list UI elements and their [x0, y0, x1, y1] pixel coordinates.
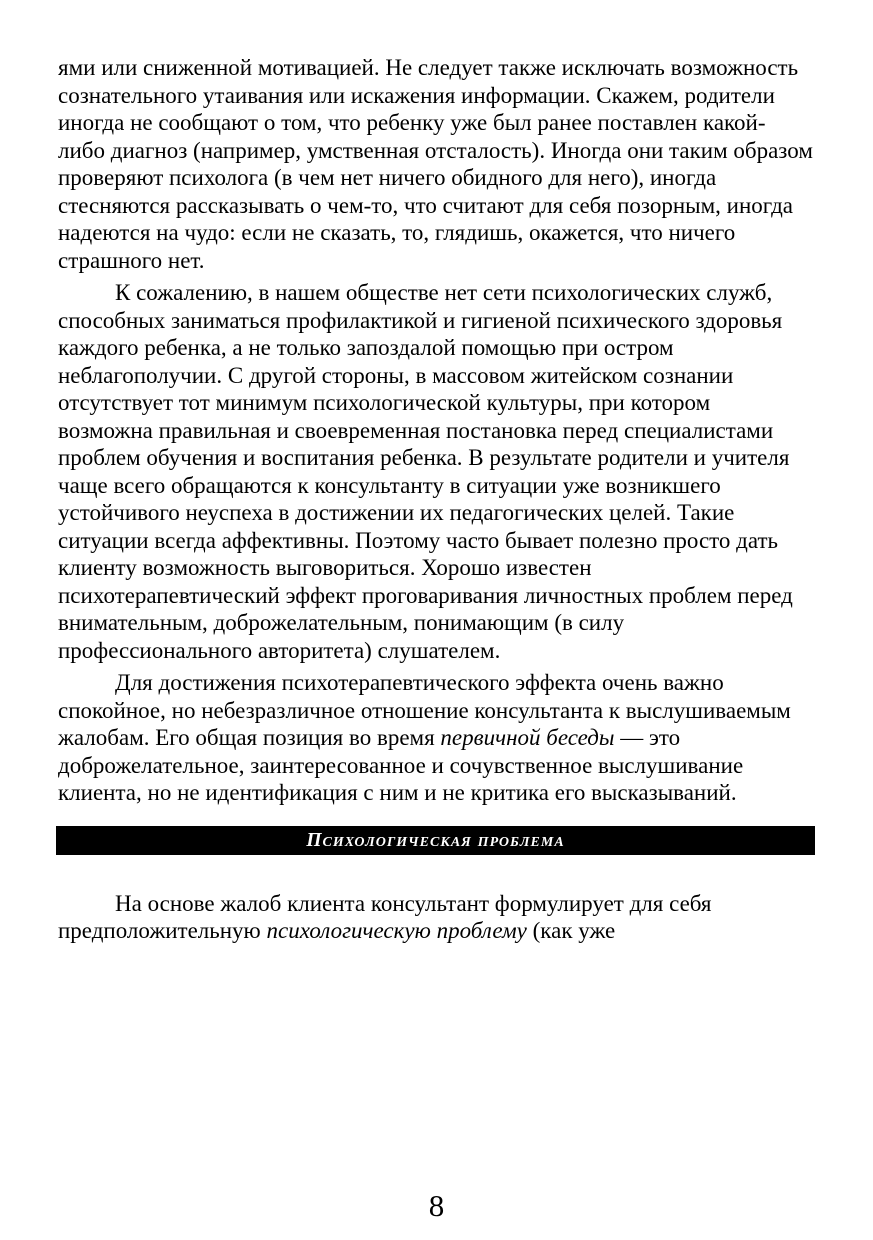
text-segment: клиента, но не идентификация с ним и не критика его высказываний. — [58, 780, 737, 805]
text-segment: психотерапевтический эффект проговаривания личностных проблем перед — [58, 582, 793, 608]
text-segment: спокойное, но небезразличное отношение консультанта к выслушиваемым — [58, 697, 791, 723]
text-line — [58, 669, 818, 697]
text-segment: внимательным, доброжелательным, понимающим (в силу — [58, 610, 625, 635]
text-line — [58, 752, 818, 780]
section-header-bar — [56, 826, 815, 855]
text-line — [58, 334, 818, 362]
text-line — [58, 82, 818, 110]
text-segment: отсутствует тот минимум психологической культуры, при котором — [58, 390, 711, 415]
text-segment: проверяют психолога (в чем нет ничего обидного для него), иногда — [58, 165, 717, 190]
text-line — [58, 362, 818, 390]
text-line — [58, 279, 818, 307]
text-block-before-header — [58, 54, 818, 807]
text-line — [58, 54, 818, 82]
text-segment: — это — [614, 725, 681, 750]
italic-phrase: первичной беседы — [440, 725, 615, 750]
text-segment: каждого ребенка, а не только запоздалой помощью при остром — [58, 335, 674, 360]
paragraph — [58, 890, 818, 945]
text-line — [58, 472, 818, 500]
text-line — [58, 582, 818, 610]
text-segment: ями или сниженной мотивацией. Не следует также исключать возможность — [58, 55, 799, 80]
text-segment: доброжелательное, заинтересованное и сочувственное выслушивание — [58, 752, 744, 778]
text-line — [58, 417, 818, 445]
text-segment: На основе жалоб клиента консультант формулирует для себя — [115, 890, 712, 916]
text-line — [58, 779, 818, 807]
text-line — [58, 554, 818, 582]
paragraph — [58, 279, 818, 664]
text-line — [58, 164, 818, 192]
text-segment: способных заниматься профилактикой и гигиеной психического здоровья — [58, 307, 783, 333]
paragraph — [58, 669, 818, 807]
content-area — [58, 54, 818, 950]
text-segment: предположительную — [58, 918, 267, 943]
text-segment: либо диагноз (например, умственная отсталость). Иногда они таким образом — [58, 137, 813, 163]
text-segment: иногда не сообщают о том, что ребенку уже был ранее поставлен какой- — [58, 110, 766, 135]
text-line — [58, 890, 818, 918]
text-line — [58, 219, 818, 247]
page-number: 8 — [428, 1188, 445, 1223]
text-segment: надеются на чудо: если не сказать, то, глядишь, окажется, что ничего — [58, 220, 736, 245]
italic-phrase: психологическую проблему — [266, 918, 527, 943]
text-line — [58, 192, 818, 220]
text-segment: (как уже — [526, 918, 616, 943]
text-segment: возможна правильная и своевременная постановка перед специалистами — [58, 417, 774, 443]
text-segment: неблагополучии. С другой стороны, в массовом житейском сознании — [58, 362, 734, 388]
text-line — [58, 389, 818, 417]
text-line — [58, 917, 818, 945]
text-segment: чаще всего обращаются к консультанту в ситуации уже возникшего — [58, 472, 721, 498]
section-header-label: Психологическая проблема — [306, 829, 565, 851]
text-line — [58, 109, 818, 137]
text-segment: проблем обучения и воспитания ребенка. В результате родители и учителя — [58, 445, 790, 470]
text-line — [58, 527, 818, 555]
text-line — [58, 724, 818, 752]
text-line — [58, 444, 818, 472]
text-segment: клиенту возможность выговориться. Хорошо известен — [58, 555, 592, 580]
text-segment: стесняются рассказывать о чем-то, что считают для себя позорным, иногда — [58, 192, 794, 218]
text-segment: К сожалению, в нашем обществе нет сети психологических служб, — [115, 280, 773, 305]
text-segment: жалобам. Его общая позиция во время — [58, 725, 441, 750]
text-segment: сознательного утаивания или искажения информации. Скажем, родители — [58, 82, 775, 108]
text-segment: Для достижения психотерапевтического эффекта очень важно — [115, 670, 724, 695]
text-line — [58, 609, 818, 637]
text-line — [58, 247, 818, 275]
text-line — [58, 499, 818, 527]
text-segment: профессионального авторитета) слушателем. — [58, 637, 501, 663]
text-line — [58, 307, 818, 335]
text-line — [58, 137, 818, 165]
text-line — [58, 637, 818, 665]
text-segment: страшного нет. — [58, 247, 205, 273]
text-block-after-header — [58, 890, 818, 945]
text-segment: ситуации всегда аффективны. Поэтому часто бывает полезно просто дать — [58, 527, 779, 553]
text-segment: устойчивого неуспеха в достижении их педагогических целей. Такие — [58, 500, 735, 525]
paragraph — [58, 54, 818, 274]
text-line — [58, 697, 818, 725]
